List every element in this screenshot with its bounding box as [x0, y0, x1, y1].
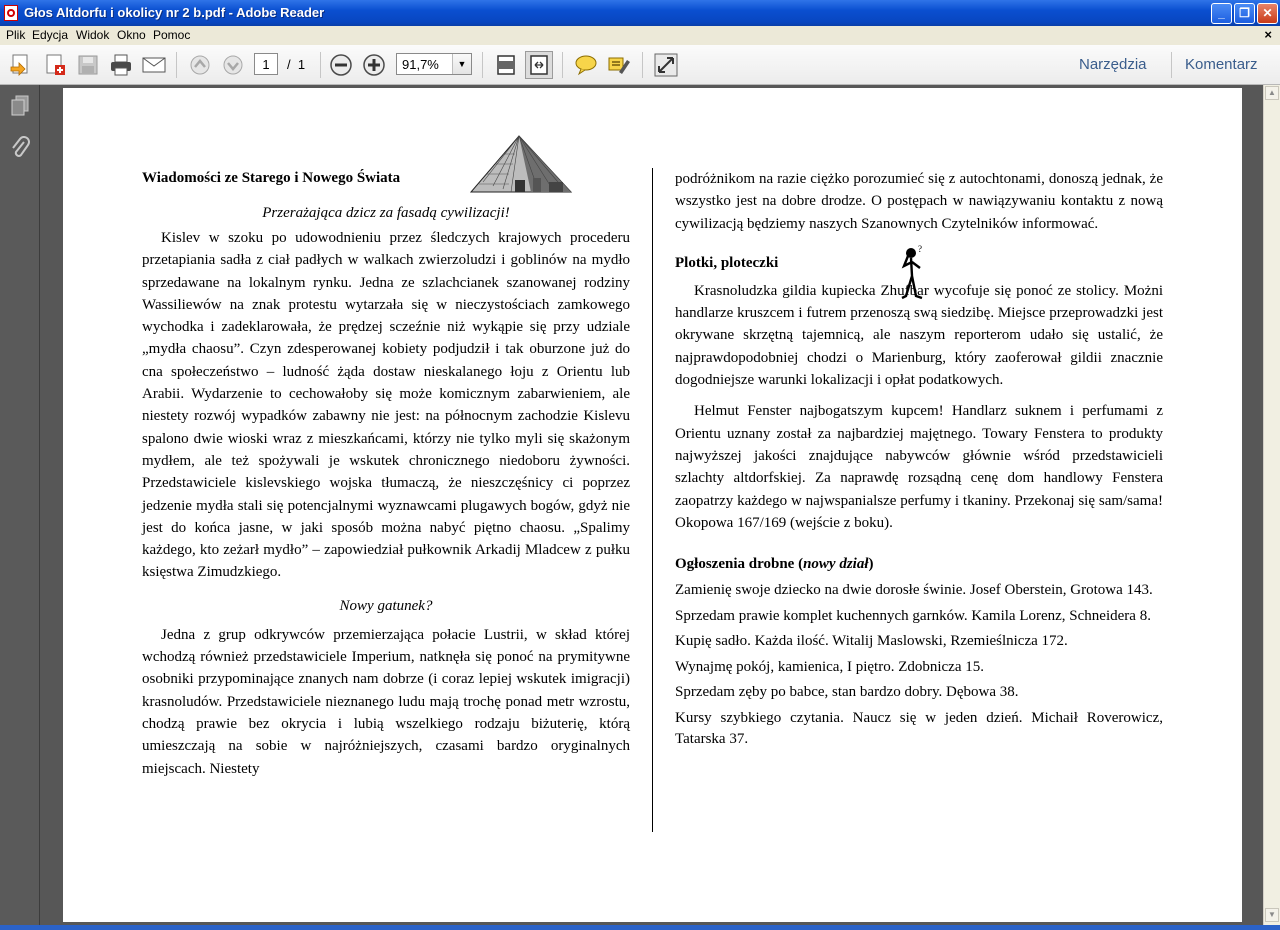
article-paragraph: Helmut Fenster najbogatszym kupcem! Handlarz suknem i perfumami z Orientu uznany został za najbardziej majętnego. Towary Fenstera to produkty najwyższej jakości znajdujące nabywców głównie wśród przedstawicieli szlachty altdorfskiej. Za naprawdę rozsądną cenę dom handlowy Fenstera zaopatrzy każdego w najwspanialsze perfumy i tkaniny. Przekonaj się sam/sama! Okopowa 167/169 (wejście z boku).	[675, 403, 1163, 531]
classified-ad: Kursy szybkiego czytania. Naucz się w jeden dzień. Michaił Roverowicz, Tatarska 37.	[675, 709, 1163, 748]
zoom-in-icon[interactable]	[360, 51, 388, 79]
section-heading: Plotki, ploteczki	[675, 254, 779, 271]
heading-part: Ogłoszenia drobne (	[675, 556, 804, 573]
full-screen-icon[interactable]	[652, 51, 680, 79]
menu-bar	[0, 26, 1280, 45]
email-icon[interactable]	[140, 51, 168, 79]
article-column-right	[675, 168, 1163, 751]
page-number-input[interactable]: 1	[254, 53, 278, 75]
zoom-out-icon[interactable]	[327, 51, 355, 79]
page-count	[287, 57, 305, 72]
close-document-button[interactable]: ×	[1264, 27, 1272, 42]
svg-text:?: ?	[918, 244, 922, 254]
vertical-scrollbar[interactable]	[1263, 85, 1280, 925]
pdf-page	[63, 88, 1242, 922]
menu-edycja[interactable]: Edycja	[32, 28, 69, 42]
highlight-text-icon[interactable]	[605, 51, 633, 79]
article-column-left	[142, 168, 630, 780]
classified-ad: Sprzedam prawie komplet kuchennych garnków. Kamila Lorenz, Schneidera 8.	[675, 607, 1151, 624]
toolbar-separator	[320, 52, 321, 78]
menu-pomoc[interactable]: Pomoc	[153, 28, 191, 42]
menu-widok[interactable]: Widok	[76, 28, 110, 42]
navigation-pane	[0, 85, 40, 925]
print-icon[interactable]	[107, 51, 135, 79]
scroll-up-icon[interactable]: ▲	[1265, 86, 1279, 100]
classified-ad: Sprzedam zęby po babce, stan bardzo dobry. Dębowa 38.	[675, 684, 1019, 701]
toolbar-separator	[642, 52, 643, 78]
maximize-button[interactable]: ❐	[1234, 3, 1255, 24]
taskbar-edge	[0, 925, 1280, 930]
classified-ad: Zamienię swoje dziecko na dwie dorosłe świnie. Josef Oberstein, Grotowa 143.	[675, 582, 1153, 599]
scroll-down-icon[interactable]: ▼	[1265, 908, 1279, 922]
fit-page-icon[interactable]	[492, 51, 520, 79]
classified-ad: Kupię sadło. Każda ilość. Witalij Maslowski, Rzemieślnicza 172.	[675, 633, 1068, 650]
next-page-icon[interactable]	[219, 51, 247, 79]
toolbar-separator	[176, 52, 177, 78]
article-paragraph: Kislev w szoku po udowodnieniu przez śledczych krajowych procederu przetapiania sadła z ciał padłych w walkach zwierzoludzi i goblinów na mydło sprzedawane na lokalnym rynku. Jedna ze szlachcianek szanowanej rodziny Wassiliewów na znak protestu wytarzała się w nieczystościach zamkowego wychodka i zadeklarowała, że prędzej sczeźnie niż wykąpie się przy udziale „mydła chaosu”. Czyn zdesperowanej kobiety podjudził i tak oburzone już do cna społeczeństwo – ludność żąda dostaw nieskalanego łoju z Orientu lub Arabii. Wydarzenie to cechowałoby się może komicznym zabarwieniem, ale niestety rozwój wypadków zabawny nie jest: na północnym zachodzie Kislevu spalono dwie wioski wraz z mieszkańcami, którzy nie tylko myli się skażonym mydłem, ale też spożywali je wskutek chronicznego niedoboru żywności. Przedstawiciele kislevskiego wojska tłumaczą, że nieszczęśnicy ci poprzez jedzenie mydła stali się potencjalnymi wyznawcami plugawych bogów, gdyż nie jest do końca jasne, w jaki sposób można nabyć piętno chaosu. „Spalimy każdego, kto zeżarł mydło” – zapowiedział pułkownik Arkadij Mladcew z pułku księstwa Zimudzkiego.	[142, 230, 630, 581]
page-count-separator: /	[287, 57, 291, 72]
column-divider	[652, 168, 653, 832]
section-heading	[675, 554, 1163, 574]
window-title: Głos Altdorfu i okolicy nr 2 b.pdf - Adobe Reader	[24, 5, 325, 20]
menu-okno[interactable]: Okno	[117, 28, 146, 42]
pages-panel-icon[interactable]	[8, 93, 32, 119]
heading-part-italic: nowy dział	[803, 556, 869, 573]
classified-ad: Wynajmę pokój, kamienica, I piętro. Zdobnicza 15.	[675, 658, 984, 675]
close-button[interactable]: ✕	[1257, 3, 1278, 24]
article-subtitle: Przerażająca dzicz za fasadą cywilizacji!	[262, 205, 510, 221]
article-paragraph: Krasnoludzka gildia kupiecka Zhufbar wycofuje się ponoć ze stolicy. Możni handlarze kruszcem i futrem przenoszą swą siedzibę. Miejsce przeprowadzki jest okrywane skrzętną tajemnicą, ale naszym reporterom udało się ustalić, że najprawdopodobniej chodzi o Marienburg, który zaoferował gildii znacznie dogodniejsze warunki lokalizacji i opłat podatkowych.	[675, 282, 1163, 389]
menu-plik[interactable]: Plik	[6, 28, 26, 42]
title-bar	[0, 0, 1280, 26]
toolbar-separator	[482, 52, 483, 78]
article-paragraph: Jedna z grup odkrywców przemierzająca połacie Lustrii, w skład której wchodzą również przedstawiciele Imperium, natknęła się ponoć na prymitywne osobniki przypominające znanych nam dobrze (i coraz lepiej wskutek imigracji) krasnoludów. Przedstawiciele nieznanego ludu mają trochę ponad metr wzrostu, chodzą prawie bez okrycia i lubią wszelkiego rodzaju biżuterię, którą umieszczają na sobie w najróżniejszych, czasami bardzo oryginalnych miejscach. Niestety	[142, 626, 630, 777]
section-heading: Wiadomości ze Starego i Nowego Świata	[142, 170, 401, 186]
article-subtitle: Nowy gatunek?	[339, 597, 433, 614]
minimize-button[interactable]: _	[1211, 3, 1232, 24]
toolbar	[0, 45, 1280, 85]
create-pdf-icon[interactable]	[41, 51, 69, 79]
save-icon[interactable]	[74, 51, 102, 79]
sticky-note-icon[interactable]	[572, 51, 600, 79]
page-count-total: 1	[297, 57, 306, 72]
chevron-down-icon[interactable]: ▼	[452, 54, 471, 74]
fit-width-icon[interactable]	[525, 51, 553, 79]
tools-pane-button[interactable]: Narzędzia	[1079, 56, 1147, 73]
article-paragraph: podróżnikom na razie ciężko porozumieć się z autochtonami, donoszą jednak, że wszystko jest na dobre drodze. O postępach w nawiązywaniu kontaktu z nową cywilizacją będziemy naszych Szanownych Czytelników informować.	[675, 171, 1163, 232]
previous-page-icon[interactable]	[186, 51, 214, 79]
attachments-panel-icon[interactable]	[8, 135, 32, 161]
toolbar-separator	[1171, 52, 1172, 78]
zoom-value: 91,7%	[402, 57, 439, 72]
heading-part: )	[868, 556, 874, 573]
toolbar-separator	[562, 52, 563, 78]
zoom-dropdown[interactable]	[396, 53, 472, 75]
comment-pane-button[interactable]: Komentarz	[1185, 56, 1258, 73]
open-icon[interactable]	[7, 51, 35, 79]
adobe-reader-icon	[4, 5, 18, 21]
